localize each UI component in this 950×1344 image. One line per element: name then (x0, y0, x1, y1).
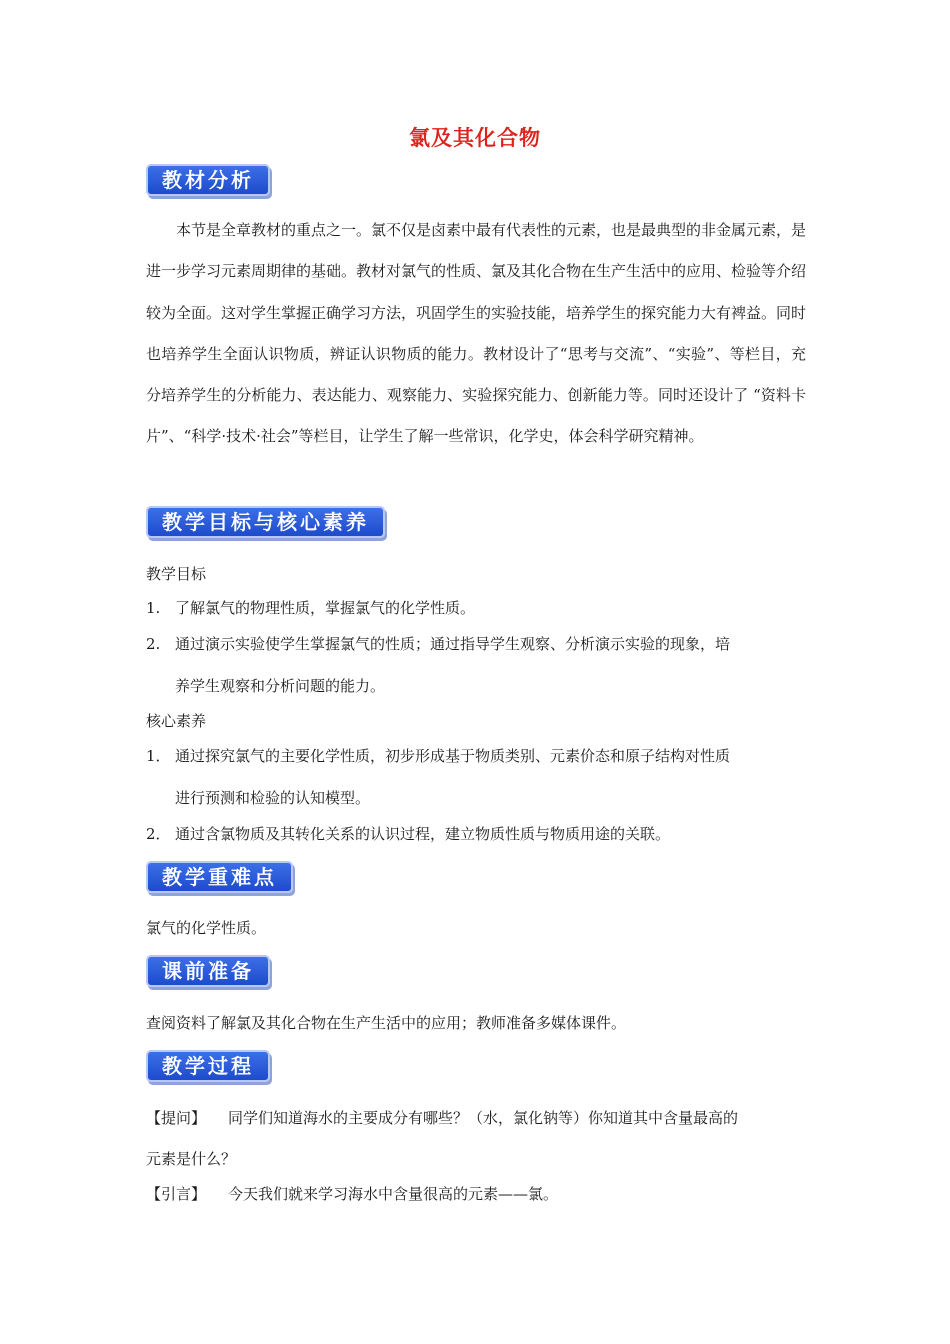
item-number: 2． (146, 825, 171, 843)
item-number: 1. (146, 599, 161, 617)
section-heading-goals: 教学目标与核心素养 (146, 506, 385, 538)
process-question (146, 1107, 738, 1129)
section-heading-preparation: 课前准备 (146, 955, 270, 987)
process-intro (146, 1183, 558, 1205)
teaching-goal-item-continued: 养学生观察和分析问题的能力。 (175, 677, 386, 695)
teaching-goal-item (146, 597, 475, 619)
analysis-paragraph: 本节是全章教材的重点之一。氯不仅是卤素中最有代表性的元素，也是最典型的非金属元素，是进一步学习元素周期律的基础。教材对氯气的性质、氯及其化合物在生产生活中的应用、检验等介绍较为全面。这对学生掌握正确学习方法，巩固学生的实验技能，培养学生的探究能力大有裨益。同时也培养学生全面认识物质，辨证认识物质的能力。教材设计了“思考与交流”、“实验”、等栏目，充分培养学生的分析能力、表达能力、观察能力、实验探究能力、创新能力等。同时还设计了 “资料卡片”、“科学·技术·社会”等栏目，让学生了解一些常识，化学史，体会科学研究精神。 (146, 221, 807, 446)
key-points-text: 氯气的化学性质。 (146, 919, 267, 937)
intro-text: 今天我们就来学习海水中含量很高的元素——氯。 (228, 1185, 559, 1203)
section-heading-key-points: 教学重难点 (146, 861, 293, 893)
section-heading-process: 教学过程 (146, 1050, 270, 1082)
item-text: 通过探究氯气的主要化学性质，初步形成基于物质类别、元素价态和原子结构对性质 (175, 747, 731, 765)
item-text: 了解氯气的物理性质，掌握氯气的化学性质。 (175, 599, 476, 617)
core-literacy-item-continued: 进行预测和检验的认知模型。 (175, 789, 371, 807)
section-heading-analysis: 教材分析 (146, 164, 270, 196)
item-text: 通过含氯物质及其转化关系的认识过程，建立物质性质与物质用途的关联。 (175, 825, 671, 843)
item-number: 2. (146, 635, 161, 653)
core-literacy-label: 核心素养 (146, 712, 207, 730)
intro-tag: 【引言】 (146, 1185, 207, 1203)
core-literacy-item (146, 823, 670, 845)
core-literacy-item (146, 745, 730, 767)
page-title: 氯及其化合物 (409, 126, 541, 150)
question-tag: 【提问】 (146, 1109, 207, 1127)
item-number: 1． (146, 747, 171, 765)
item-text: 通过演示实验使学生掌握氯气的性质；通过指导学生观察、分析演示实验的现象，培 (175, 635, 731, 653)
teaching-goal-item (146, 633, 730, 655)
preparation-text: 查阅资料了解氯及其化合物在生产生活中的应用；教师准备多媒体课件。 (146, 1014, 627, 1032)
process-question-continued: 元素是什么？ (146, 1150, 237, 1168)
question-text: 同学们知道海水的主要成分有哪些？（水，氯化钠等）你知道其中含量最高的 (228, 1109, 739, 1127)
teaching-goals-label: 教学目标 (146, 565, 207, 583)
